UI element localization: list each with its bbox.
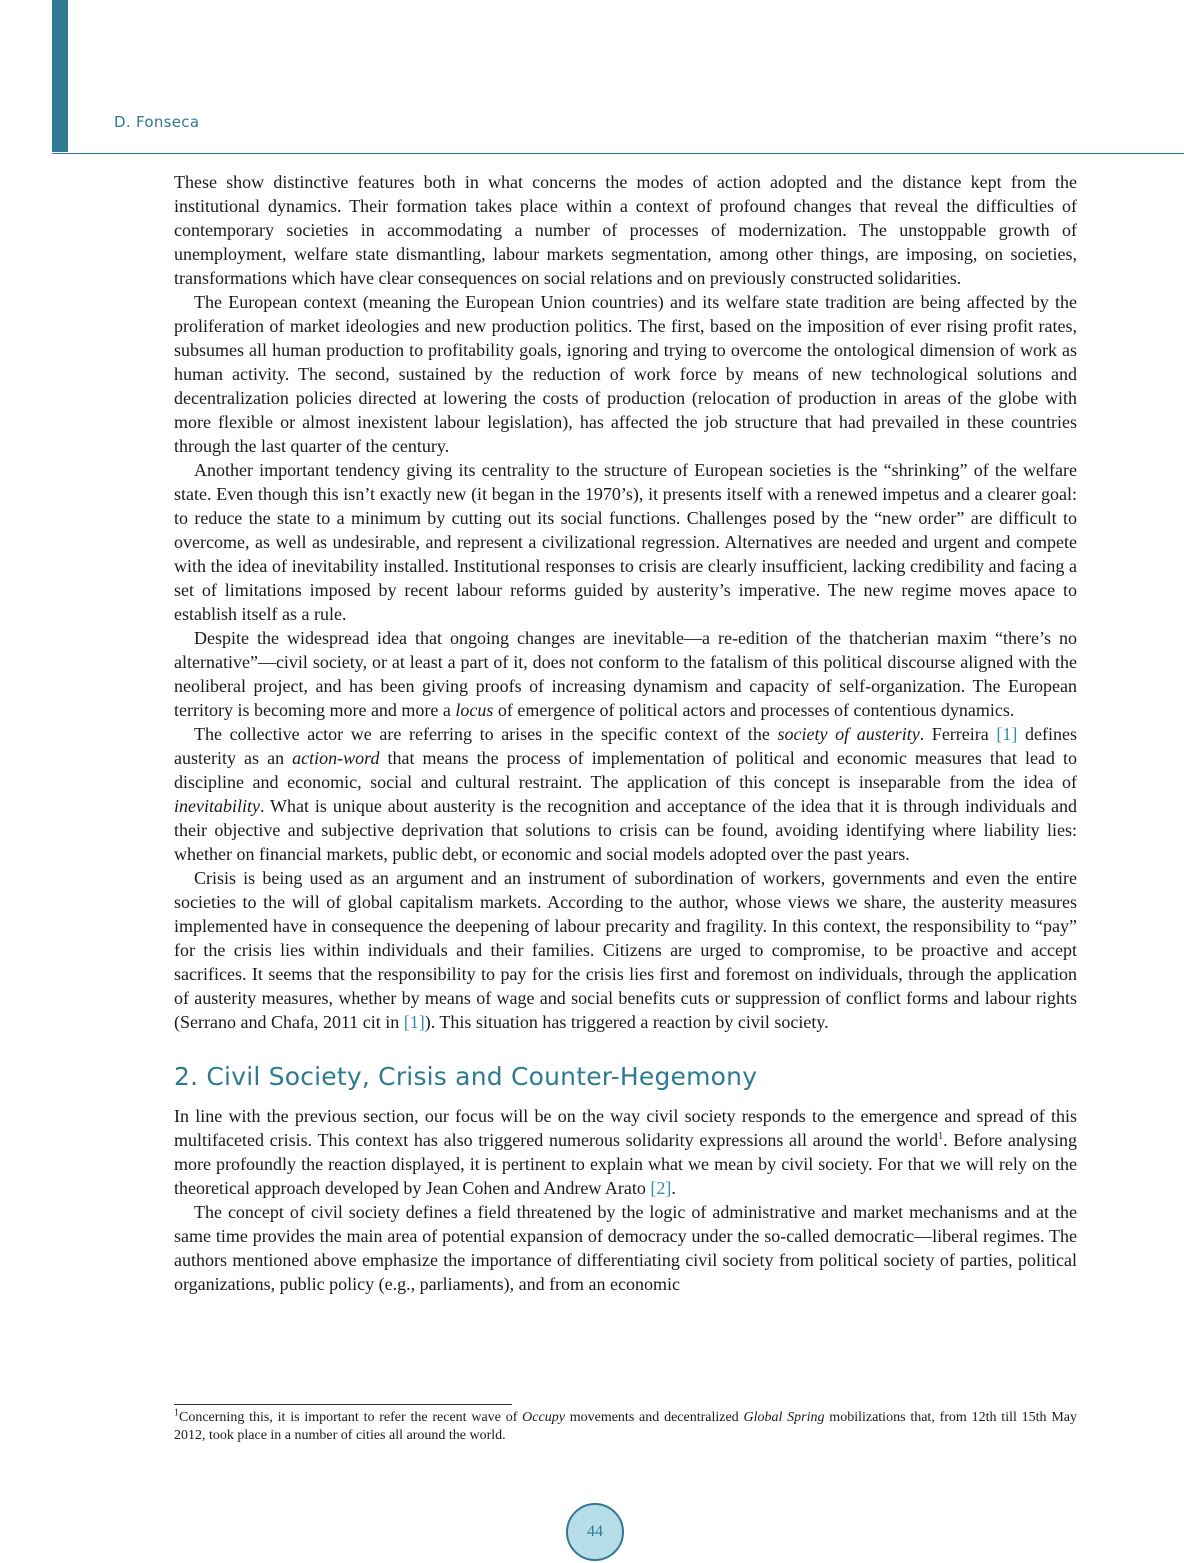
paragraph-4 [174, 626, 1077, 722]
page-number-badge: 44 [566, 1503, 624, 1561]
paragraph-5-text-b: . Ferreira [919, 724, 997, 744]
paragraph-1: These show distinctive features both in what concerns the modes of action adopted and the distance kept from the institutional dynamics. Their formation takes place within a context of profound changes that reveal the difficulties of contemporary societies in accommodating a number of processes of modernization. The unstoppable growth of unemployment, welfare state dismantling, labour markets segmentation, among other things, are imposing, on societies, transformations which have clear consequences on social relations and on previously constructed solidarities. [174, 172, 1077, 288]
paragraph-6-text-b: ). This situation has triggered a reaction by civil society. [424, 1012, 829, 1032]
citation-link-1[interactable]: [1] [403, 1012, 425, 1032]
footnote-text-a: Concerning this, it is important to refer the recent wave of [179, 1410, 523, 1425]
italic-locus: locus [455, 700, 494, 720]
section-2-paragraph-2: The concept of civil society defines a field threatened by the logic of administrative and market mechanisms and at the same time provides the main area of potential expansion of democracy under the so-called democratic—liberal regimes. The authors mentioned above emphasize the importance of differentiating civil society from political society of parties, political organizations, public policy (e.g., parliaments), and from an economic [174, 1202, 1077, 1294]
footnote-rule [174, 1404, 512, 1405]
citation-link-1[interactable]: [1] [996, 724, 1018, 744]
paragraph-6 [174, 866, 1077, 1034]
header-rule [52, 153, 1184, 154]
section-2-paragraph-1-text-a: In line with the previous section, our focus will be on the way civil society responds to the emergence and spread of this multifaceted crisis. This context has also triggered numerous solidarity expressions all around the world [174, 1106, 1077, 1150]
italic-action-word: action-word [292, 748, 380, 768]
footnote-marker-link[interactable]: 1 [938, 1131, 944, 1142]
header-accent-bar [52, 0, 68, 152]
italic-society-of-austerity: society of austerity [777, 724, 920, 744]
italic-global-spring: Global Spring [743, 1410, 825, 1425]
citation-link-2[interactable]: [2] [650, 1178, 672, 1198]
paragraph-6-text-a: Crisis is being used as an argument and an instrument of subordination of workers, governments and even the entire societies to the will of global capitalism markets. According to the author, whose views we share, the austerity measures implemented have in consequence the deepening of labour precarity and fragility. In this context, the responsibility to “pay” for the crisis lies within individuals and their families. Citizens are urged to compromise, to be proactive and accept sacrifices. It seems that the responsibility to pay for the crisis lies first and foremost on individuals, through the application of austerity measures, whether by means of wage and social benefits cuts or suppression of conflict forms and labour rights (Serrano and Chafa, 2011 cit in [174, 868, 1077, 1032]
paragraph-2: The European context (meaning the European Union countries) and its welfare state tradition are being affected by the proliferation of market ideologies and new production politics. The first, based on the imposition of ever rising profit rates, subsumes all human production to profitability goals, ignoring and trying to overcome the ontological dimension of work as human activity. The second, sustained by the reduction of work force by means of new technological solutions and decentralization policies directed at lowering the costs of production (relocation of production in areas of the globe with more flexible or almost inexistent labour legislation), has affected the job structure that had prevailed in these countries through the last quarter of the century. [174, 292, 1077, 456]
paragraph-4-text-b: of emergence of political actors and processes of contentious dynamics. [493, 700, 1015, 720]
paragraph-5-text-c: defines austerity as an [174, 724, 1078, 768]
paragraph-5 [174, 722, 1077, 866]
section-heading: 2. Civil Society, Crisis and Counter-Hegemony [174, 1062, 758, 1091]
section-2-paragraph-1-text-b: . Before analysing more profoundly the reaction displayed, it is pertinent to explain what we mean by civil society. For that we will rely on the theoretical approach developed by Jean Cohen and Andrew Arato [174, 1130, 1077, 1198]
section-2-paragraph-1-text-c: . [671, 1178, 676, 1198]
paragraph-5-text-a: The collective actor we are referring to arises in the specific context of the [194, 724, 778, 744]
paragraph-4-text-a: Despite the widespread idea that ongoing changes are inevitable—a re-edition of the thatcherian maxim “there’s no alternative”—civil society, or at least a part of it, does not conform to the fatalism of this political discourse aligned with the neoliberal project, and has been giving proofs of increasing dynamism and capacity of self-organization. The European territory is becoming more and more a [174, 628, 1077, 720]
italic-occupy: Occupy [522, 1410, 565, 1425]
running-header-author: D. Fonseca [114, 113, 200, 131]
footnote-text-b: movements and decentralized [564, 1410, 744, 1425]
footnote-number: 1 [174, 1407, 179, 1419]
paragraph-5-text-d: that means the process of implementation of political and economic measures that lead to discipline and economic, social and cultural restraint. The application of this concept is inseparable from the idea of [174, 748, 1077, 792]
section-2-paragraph-1 [174, 1104, 1077, 1200]
article-body [174, 170, 1077, 1296]
paragraph-3: Another important tendency giving its centrality to the structure of European societies is the “shrinking” of the welfare state. Even though this isn’t exactly new (it began in the 1970’s), it presents itself with a renewed impetus and a clearer goal: to reduce the state to a minimum by cutting out its social functions. Challenges posed by the “new order” are difficult to overcome, as well as undesirable, and represent a civilizational regression. Alternatives are needed and urgent and compete with the idea of inevitability installed. Institutional responses to crisis are clearly insufficient, lacking credibility and facing a set of limitations imposed by recent labour reforms guided by austerity’s imperative. The new regime moves apace to establish itself as a rule. [174, 460, 1077, 624]
footnote-text-c: mobilizations that, from 12th till 15th May 2012, took place in a number of cities all around the world. [174, 1410, 1078, 1443]
italic-inevitability: inevitability [174, 796, 260, 816]
paragraph-5-text-e: . What is unique about austerity is the recognition and acceptance of the idea that it is through individuals and their objective and subjective deprivation that solutions to crisis can be found, avoiding identifying where liability lies: whether on financial markets, public debt, or economic and social models adopted over the past years. [174, 796, 1077, 864]
footnote [174, 1409, 1077, 1445]
